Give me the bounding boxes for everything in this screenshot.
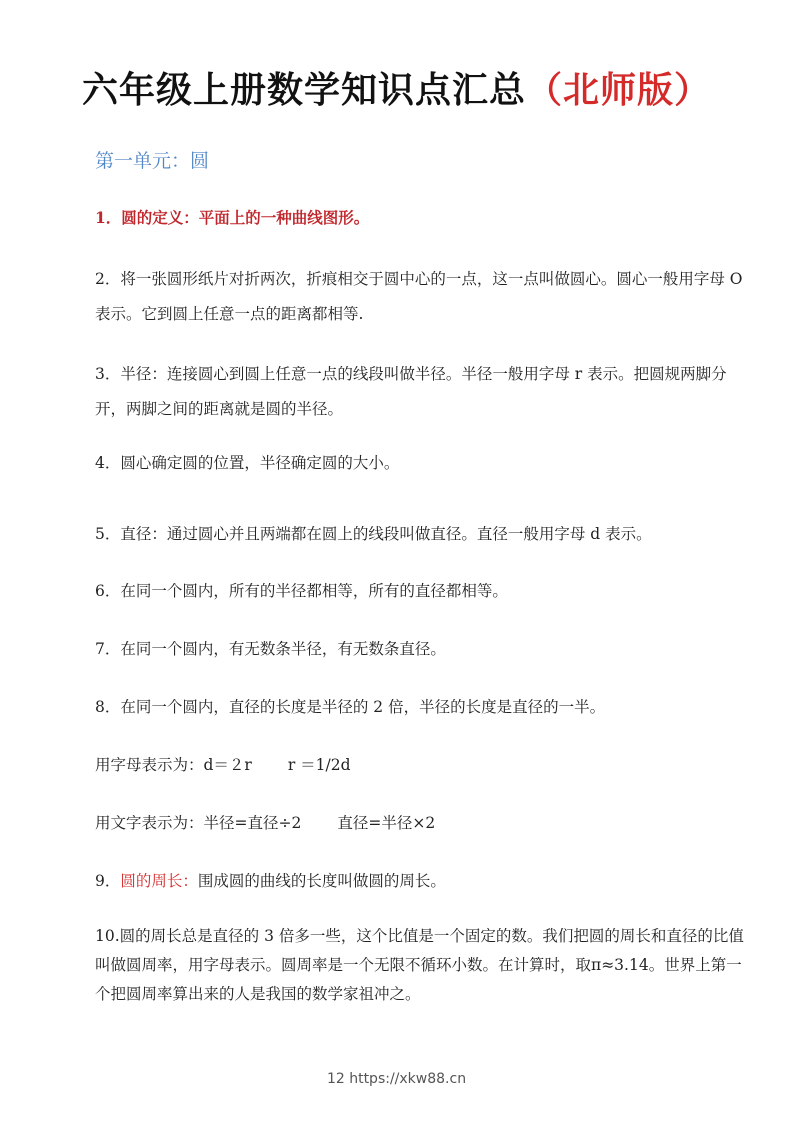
formula-words-diameter: 直径=半径×2: [337, 814, 436, 832]
item-6-equal: 6．在同一个圆内，所有的半径都相等，所有的直径都相等。: [95, 582, 508, 600]
item-5-diameter: 5．直径：通过圆心并且两端都在圆上的线段叫做直径。直径一般用字母 d 表示。: [95, 525, 652, 543]
formula-letters: [95, 748, 745, 783]
item-9-number: 9．: [95, 872, 121, 890]
formula-words-radius: 用文字表示为：半径=直径÷2: [95, 814, 302, 832]
item-1-definition: 1．圆的定义：平面上的一种曲线图形。: [95, 208, 370, 227]
title-main: 六年级上册数学知识点汇总: [81, 70, 526, 111]
item-4-position-size: 4．圆心确定圆的位置，半径确定圆的大小。: [95, 454, 400, 472]
item-2-center: 2．将一张圆形纸片对折两次，折痕相交于圆中心的一点，这一点叫做圆心。圆心一般用字母 O 表示。它到圆上任意一点的距离都相等.: [95, 270, 743, 323]
unit-heading: 第一单元：圆: [95, 150, 210, 172]
page-title: [0, 62, 793, 113]
item-8-relation: 8．在同一个圆内，直径的长度是半径的 2 倍，半径的长度是直径的一半。: [95, 698, 606, 716]
item-3-radius: 3．半径：连接圆心到圆上任意一点的线段叫做半径。半径一般用字母 r 表示。把圆规两脚分开，两脚之间的距离就是圆的半径。: [95, 365, 727, 418]
formula-letters-d: 用字母表示为：d＝２r: [95, 756, 252, 774]
formula-words: [95, 806, 745, 841]
page-footer: 12 https://xkw88.cn: [326, 1071, 467, 1087]
item-10-pi: 10.圆的周长总是直径的 3 倍多一些，这个比值是一个固定的数。我们把圆的周长和直径的比值叫做圆周率，用字母表示。圆周率是一个无限不循环小数。在计算时，取π≈3.14。世界上第一个把圆周率算出来的人是我国的数学家祖冲之。: [95, 927, 744, 1003]
item-9-term: 圆的周长：: [120, 872, 198, 890]
item-7-infinite: 7．在同一个圆内，有无数条半径，有无数条直径。: [95, 640, 446, 658]
formula-letters-r: r ＝1/2d: [287, 756, 351, 774]
title-edition: （北师版）: [526, 70, 712, 111]
item-9-circumference: [95, 864, 745, 899]
item-9-text: 围成圆的曲线的长度叫做圆的周长。: [197, 872, 446, 890]
